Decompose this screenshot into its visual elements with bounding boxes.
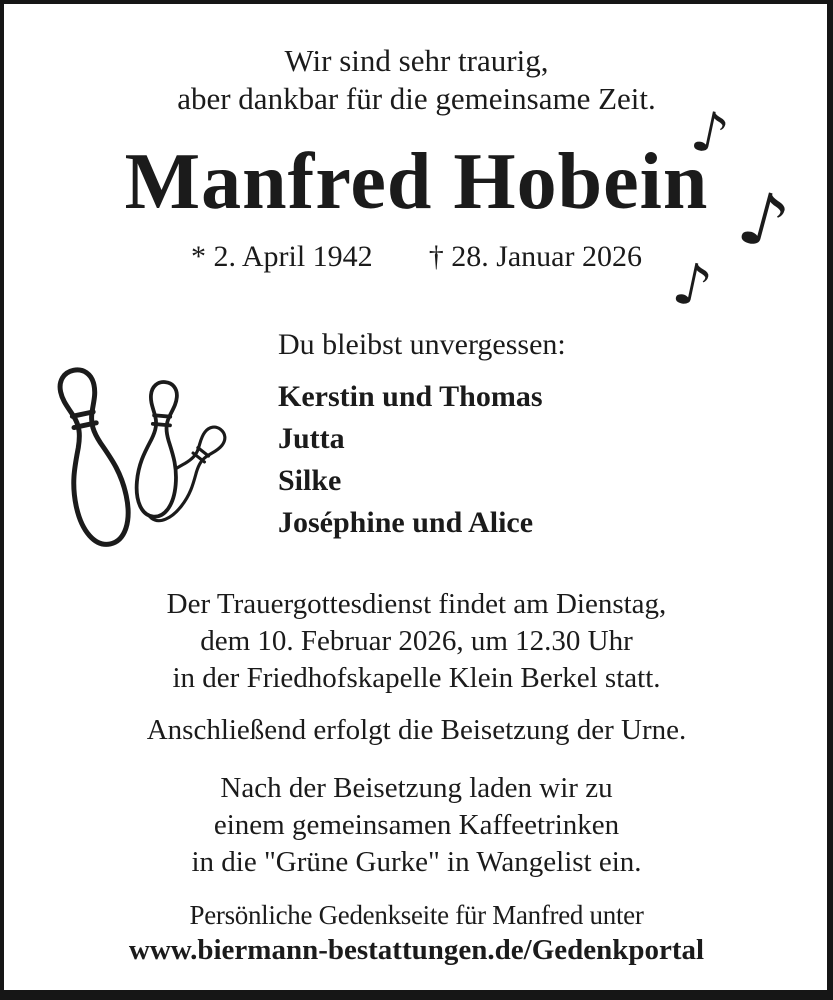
- mourners-list: [278, 376, 543, 544]
- intro-line-2: aber dankbar für die gemeinsame Zeit.: [177, 81, 656, 116]
- service-line-2: dem 10. Februar 2026, um 12.30 Uhr: [200, 625, 633, 657]
- mourner-name: Jutta: [278, 422, 345, 455]
- memorial-note: Persönliche Gedenkseite für Manfred unter: [189, 900, 644, 930]
- death-date: † 28. Januar 2026: [428, 240, 642, 273]
- deceased-name: Manfred Hobein: [124, 138, 709, 226]
- service-line-1: Der Trauergottesdienst findet am Dienstag,: [166, 588, 667, 620]
- life-dates: [0, 238, 833, 276]
- coffee-line-3: in die "Grüne Gurke" in Wangelist ein.: [191, 846, 642, 878]
- mourner-name: Silke: [278, 464, 342, 497]
- mourner-name: Kerstin und Thomas: [278, 380, 543, 413]
- coffee-invitation: [0, 770, 833, 881]
- intro-line-1: Wir sind sehr traurig,: [284, 43, 549, 78]
- coffee-line-2: einem gemeinsamen Kaffeetrinken: [213, 809, 620, 841]
- birth-date: * 2. April 1942: [191, 240, 373, 273]
- music-note-icon: ♪: [685, 98, 735, 170]
- music-note-icon: ♪: [667, 247, 718, 323]
- coffee-line-1: Nach der Beisetzung laden wir zu: [220, 772, 613, 804]
- unforgotten-heading: Du bleibst unvergessen:: [278, 328, 566, 361]
- bowling-pins-icon: [46, 364, 244, 562]
- urn-burial-note: Anschließend erfolgt die Beisetzung der Urne.: [146, 714, 687, 746]
- mourner-name: Joséphine und Alice: [278, 506, 534, 539]
- service-line-3: in der Friedhofskapelle Klein Berkel statt.: [172, 662, 661, 694]
- music-note-icon: ♪: [729, 173, 798, 269]
- service-details: [0, 586, 833, 697]
- memorial-url: www.biermann-bestattungen.de/Gedenkportal: [128, 934, 705, 966]
